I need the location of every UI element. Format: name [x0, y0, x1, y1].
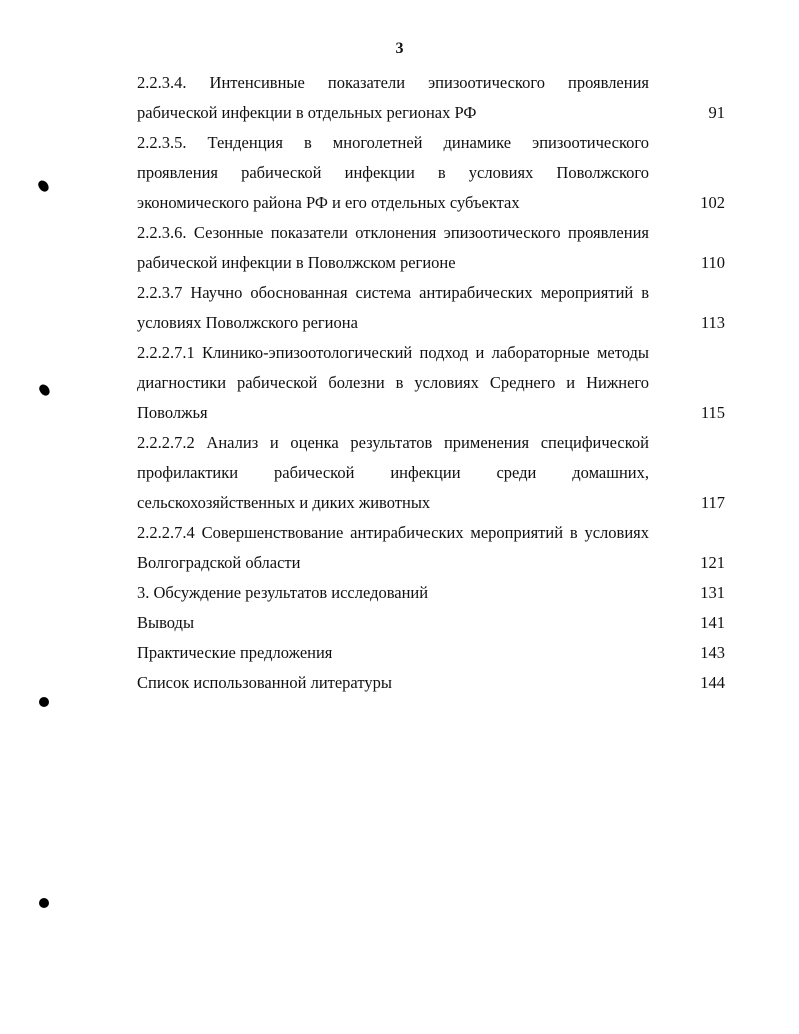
toc-entry-title: 2.2.3.5. Тенденция в многолетней динамике эпизоотического проявления рабической инфекции в условиях Поволжского экономического района РФ и его отдельных субъектах: [137, 133, 649, 212]
toc-entry: [137, 68, 725, 128]
toc-entry: [137, 608, 725, 638]
toc-entry-title: 3. Обсуждение результатов исследований: [137, 583, 429, 602]
binding-hole-mark: [39, 697, 49, 707]
toc-entry-title: 2.2.3.6. Сезонные показатели отклонения эпизоотического проявления рабической инфекции в Поволжском регионе: [137, 223, 649, 272]
toc-entry-title: 2.2.3.4. Интенсивные показатели эпизоотического проявления рабической инфекции в отдельных регионах РФ: [137, 73, 649, 122]
toc-entry-title: 2.2.2.7.4 Совершенствование антирабических мероприятий в условиях Волгоградской области: [137, 523, 649, 572]
toc-entry-page: 141: [700, 613, 725, 632]
toc-entry: [137, 578, 725, 608]
toc-entry-page: 91: [708, 103, 725, 122]
toc-entry: [137, 668, 725, 698]
toc-entry-page: 113: [700, 313, 725, 332]
toc-entry: [137, 338, 725, 428]
toc-entry: [137, 518, 725, 578]
toc-entry-title: Практические предложения: [137, 643, 333, 662]
toc-entry: [137, 278, 725, 338]
toc-entry: [137, 128, 725, 218]
binding-hole-mark: [36, 179, 50, 194]
toc-entry: [137, 638, 725, 668]
page-number: 3: [395, 40, 404, 57]
toc-entry-title: 2.2.3.7 Научно обоснованная система антирабических мероприятий в условиях Поволжского региона: [137, 283, 649, 332]
toc-entry-page: 117: [700, 493, 725, 512]
binding-hole-mark: [39, 898, 49, 908]
toc-entry-title: 2.2.2.7.2 Анализ и оценка результатов применения специфической профилактики рабической инфекции среди домашних, сельскохозяйственных и диких животных: [137, 433, 649, 512]
toc-entry: [137, 218, 725, 278]
toc-entry-page: 102: [700, 193, 725, 212]
toc-entry: [137, 428, 725, 518]
binding-hole-mark: [37, 383, 51, 398]
toc-entry-title: 2.2.2.7.1 Клинико-эпизоотологический подход и лабораторные методы диагностики рабической болезни в условиях Среднего и Нижнего Поволжья: [137, 343, 649, 422]
toc-entry-page: 110: [700, 253, 725, 272]
toc-entry-page: 144: [700, 673, 725, 692]
toc-entry-page: 143: [700, 643, 725, 662]
toc-entry-title: Список использованной литературы: [137, 673, 392, 692]
toc-entry-page: 115: [700, 403, 725, 422]
toc-entry-page: 121: [700, 553, 725, 572]
table-of-contents: [137, 68, 725, 698]
toc-entry-page: 131: [700, 583, 725, 602]
toc-entry-title: Выводы: [137, 613, 195, 632]
